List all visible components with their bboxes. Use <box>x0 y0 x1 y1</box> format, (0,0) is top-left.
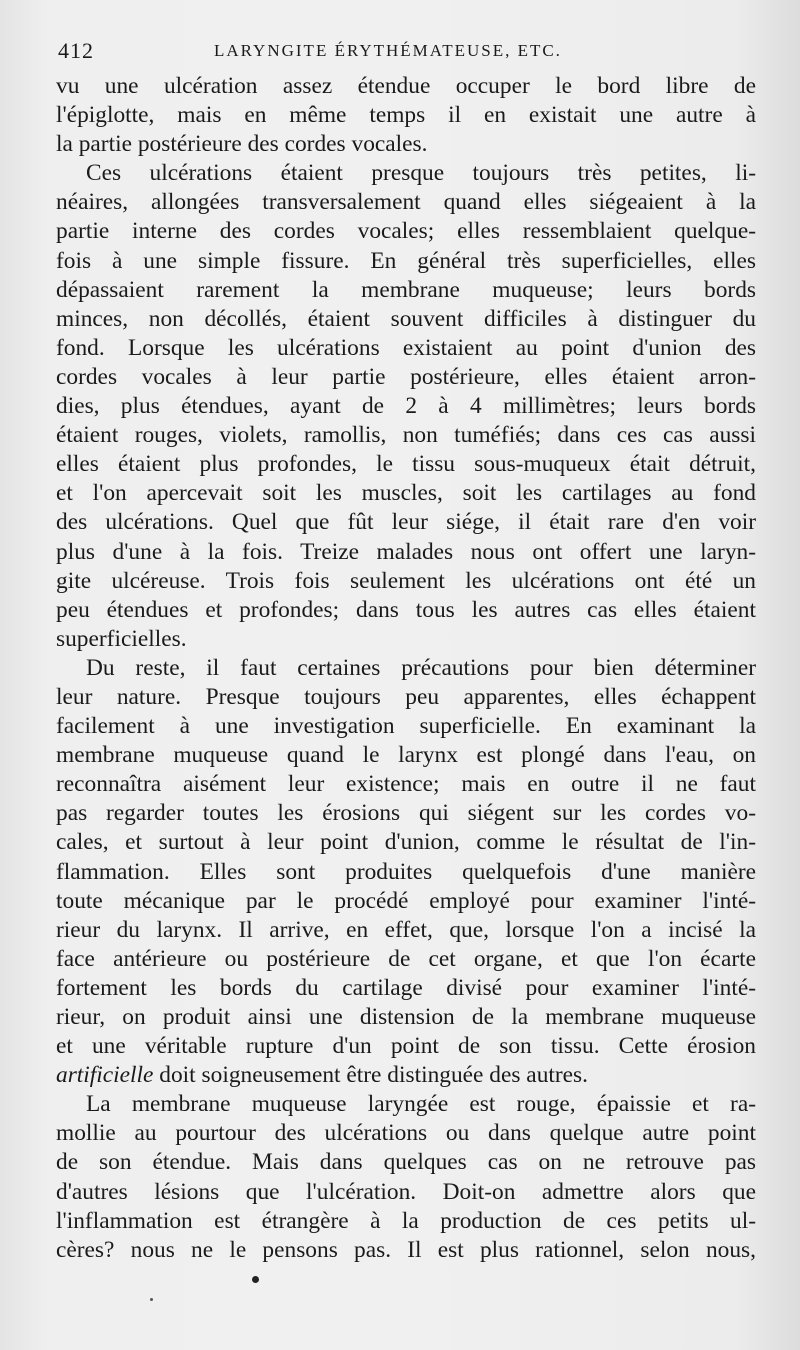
text-line: cordes vocales à leur partie postérieure, elles étaient arron- <box>56 363 756 390</box>
ink-speck-small <box>150 1298 153 1301</box>
text-line: fond. Lorsque les ulcérations existaient au point d'union des <box>56 334 756 361</box>
text-line: fortement les bords du cartilage divisé pour examiner l'inté- <box>56 974 756 1001</box>
text-line: Ces ulcérations étaient presque toujours très petites, li- <box>86 160 756 187</box>
text-line: des ulcérations. Quel que fût leur siége, il était rare d'en voir <box>56 509 756 536</box>
ink-speck <box>252 1276 259 1283</box>
text-line: néaires, allongées transversalement quand elles siégeaient à la <box>56 189 756 216</box>
text-line: partie interne des cordes vocales; elles ressemblaient quelque- <box>56 218 756 245</box>
text-line: rieur, on produit ainsi une distension de la membrane muqueuse <box>56 1004 756 1030</box>
text-line: fois à une simple fissure. En général très superficielles, elles <box>56 247 756 274</box>
text-line: rieur du larynx. Il arrive, en effet, que, lorsque l'on a incisé la <box>56 916 756 943</box>
text-line: dépassaient rarement la membrane muqueuse; leurs bords <box>56 276 756 303</box>
paragraph <box>56 159 756 654</box>
text-line: artificielle doit soigneusement être distinguée des autres. <box>56 1062 589 1089</box>
page-number: 412 <box>58 38 94 63</box>
text-line: pas regarder toutes les érosions qui siégent sur les cordes vo- <box>56 800 756 827</box>
text-line: l'épiglotte, mais en même temps il en existait une autre à <box>56 102 756 129</box>
text-line: peu étendues et profondes; dans tous les autres cas elles étaient <box>56 596 756 623</box>
text-line: mollie au pourtour des ulcérations ou dans quelque autre point <box>56 1120 756 1147</box>
text-line: étaient rouges, violets, ramollis, non tuméfiés; dans ces cas aussi <box>56 422 756 449</box>
text-line: cales, et surtout à leur point d'union, comme le résultat de l'in- <box>56 829 756 856</box>
text-line: Du reste, il faut certaines précautions pour bien déterminer <box>86 654 756 681</box>
text-line: elles étaient plus profondes, le tissu sous-muqueux était détruit, <box>56 451 756 478</box>
text-line: membrane muqueuse quand le larynx est plongé dans l'eau, on <box>56 742 756 769</box>
body-text <box>56 72 756 1265</box>
text-line: et l'on apercevait soit les muscles, soit les cartilages au fond <box>56 480 756 507</box>
running-head: LARYNGITE ÉRYTHÉMATEUSE, ETC. <box>214 41 562 60</box>
text-line: vu une ulcération assez étendue occuper le bord libre de <box>56 73 756 99</box>
text-line: facilement à une investigation superficielle. En examinant la <box>56 713 756 740</box>
text-line: l'inflammation est étrangère à la production de ces petits ul- <box>56 1207 756 1234</box>
page-header <box>58 38 758 68</box>
text-line: de son étendue. Mais dans quelques cas on ne retrouve pas <box>56 1149 756 1176</box>
paragraph <box>56 654 756 1090</box>
text-line: flammation. Elles sont produites quelquefois d'une manière <box>56 858 756 885</box>
text-line: La membrane muqueuse laryngée est rouge, épaissie et ra- <box>86 1091 756 1118</box>
paragraph <box>56 1090 756 1265</box>
paragraph <box>56 72 756 159</box>
text-line: toute mécanique par le procédé employé pour examiner l'inté- <box>56 887 756 914</box>
text-line: face antérieure ou postérieure de cet organe, et que l'on écarte <box>56 945 756 972</box>
text-line: superficielles. <box>56 625 187 652</box>
text-line: la partie postérieure des cordes vocales. <box>56 131 428 158</box>
text-line: et une véritable rupture d'un point de son tissu. Cette érosion <box>56 1033 756 1060</box>
text-line: d'autres lésions que l'ulcération. Doit-on admettre alors que <box>56 1178 756 1205</box>
text-line: gite ulcéreuse. Trois fois seulement les ulcérations ont été un <box>56 567 756 594</box>
text-line: dies, plus étendues, ayant de 2 à 4 millimètres; leurs bords <box>56 393 756 420</box>
text-line: reconnaîtra aisément leur existence; mais en outre il ne faut <box>56 771 756 798</box>
text-line: leur nature. Presque toujours peu apparentes, elles échappent <box>56 683 756 710</box>
text-line: minces, non décollés, étaient souvent difficiles à distinguer du <box>56 305 756 332</box>
text-line: plus d'une à la fois. Treize malades nous ont offert une laryn- <box>56 538 756 565</box>
text-line: cères? nous ne le pensons pas. Il est plus rationnel, selon nous, <box>56 1236 756 1263</box>
